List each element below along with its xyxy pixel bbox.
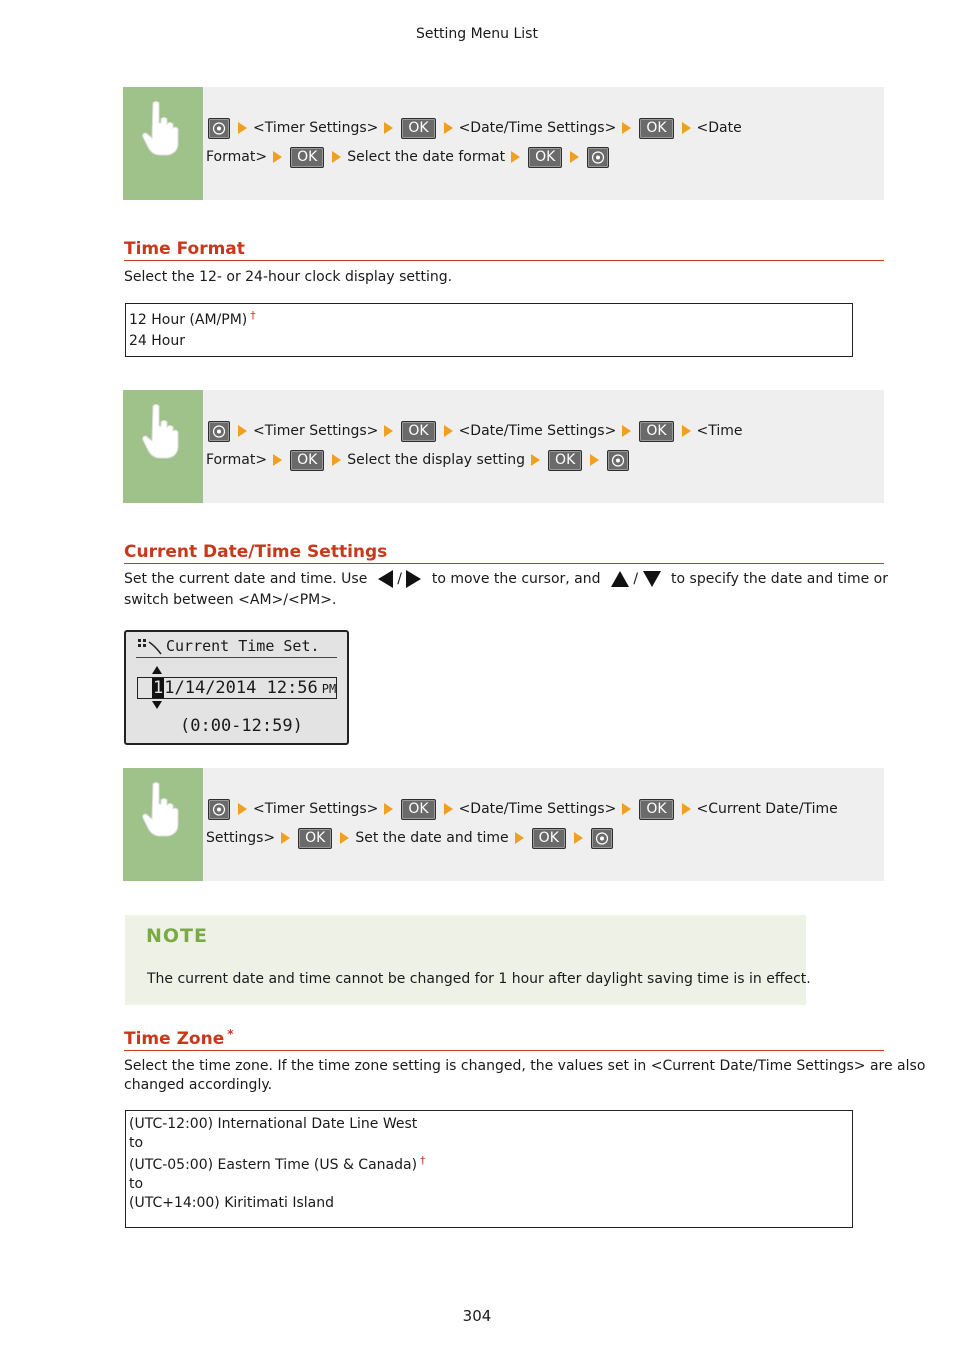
ok-key[interactable]: OK	[548, 450, 582, 471]
step-arrow-icon	[444, 803, 453, 815]
option-row: 24 Hour	[129, 333, 185, 349]
menu-date-time-settings: <Date/Time Settings>	[458, 423, 617, 439]
step-arrow-icon	[515, 832, 524, 844]
down-arrow-icon	[152, 701, 162, 709]
step-arrow-icon	[570, 151, 579, 163]
time-zone-options	[125, 1110, 853, 1228]
menu-date-time-settings: <Date/Time Settings>	[458, 120, 617, 136]
ok-key[interactable]: OK	[401, 421, 435, 442]
step-arrow-icon	[682, 122, 691, 134]
step-arrow-icon	[682, 425, 691, 437]
ok-key[interactable]: OK	[401, 118, 435, 139]
hand-pointer-icon	[123, 390, 203, 503]
step-arrow-icon	[281, 832, 290, 844]
menu-time-format-end: Format>	[206, 452, 268, 468]
right-arrow-key-icon	[406, 570, 421, 588]
ok-key[interactable]: OK	[532, 828, 566, 849]
menu-date-format-start: <Date	[696, 120, 742, 136]
lcd-ampm: PM	[321, 682, 337, 696]
ok-key[interactable]: OK	[290, 147, 324, 168]
step-arrow-icon	[590, 454, 599, 466]
menu-key-icon[interactable]	[208, 421, 230, 442]
lcd-title: Current Time Set.	[166, 637, 320, 655]
option-row: (UTC-12:00) International Date Line West	[129, 1116, 418, 1132]
current-datetime-description: Set the current date and time. Use / to move the cursor, and / to specify the date and time or	[124, 571, 888, 587]
step-instruction: Set the date and time	[355, 830, 509, 846]
ok-key[interactable]: OK	[639, 799, 673, 820]
lcd-divider	[136, 657, 337, 658]
menu-current-datetime-start: <Current Date/Time	[696, 801, 838, 817]
step-arrow-icon	[332, 151, 341, 163]
step-arrow-icon	[574, 832, 583, 844]
ok-key[interactable]: OK	[639, 421, 673, 442]
section-heading-current-datetime: Current Date/Time Settings	[124, 542, 884, 564]
left-arrow-key-icon	[378, 570, 393, 588]
menu-timer-settings: <Timer Settings>	[253, 801, 379, 817]
step-arrow-icon	[238, 122, 247, 134]
time-format-options	[125, 303, 853, 357]
step-arrow-icon	[384, 803, 393, 815]
option-row: (UTC+14:00) Kiritimati Island	[129, 1195, 334, 1211]
up-arrow-icon	[152, 666, 162, 674]
section-heading-time-zone: Time Zone *	[124, 1027, 884, 1051]
note-text: The current date and time cannot be changed for 1 hour after daylight saving time is in effect.	[147, 971, 811, 987]
menu-time-format-start: <Time	[696, 423, 743, 439]
step-arrow-icon	[238, 425, 247, 437]
up-arrow-key-icon	[611, 571, 629, 587]
hand-pointer-icon	[123, 768, 203, 881]
menu-current-datetime-end: Settings>	[206, 830, 276, 846]
ok-key[interactable]: OK	[401, 799, 435, 820]
menu-date-time-settings: <Date/Time Settings>	[458, 801, 617, 817]
step-arrow-icon	[511, 151, 520, 163]
option-row: (UTC-05:00) Eastern Time (US & Canada) †	[129, 1154, 426, 1173]
procedure-box-current-datetime	[123, 768, 884, 881]
time-zone-description: Select the time zone. If the time zone setting is changed, the values set in <Current Date/Time Settings> are also changed accordingly.	[124, 1058, 926, 1093]
step-arrow-icon	[238, 803, 247, 815]
menu-timer-settings: <Timer Settings>	[253, 120, 379, 136]
asterisk-mark: *	[227, 1027, 234, 1041]
note-label: NOTE	[146, 925, 208, 947]
procedure-box-date-format	[123, 87, 884, 200]
menu-key-icon	[137, 638, 163, 656]
ok-key[interactable]: OK	[639, 118, 673, 139]
menu-key-icon[interactable]	[607, 450, 629, 471]
down-arrow-key-icon	[643, 571, 661, 587]
lcd-datetime-field[interactable]	[137, 677, 337, 699]
menu-timer-settings: <Timer Settings>	[253, 423, 379, 439]
time-format-description: Select the 12- or 24-hour clock display setting.	[124, 269, 453, 285]
option-row: to	[129, 1176, 144, 1192]
lcd-range: (0:00-12:59)	[180, 716, 303, 736]
step-arrow-icon	[332, 454, 341, 466]
note-box	[125, 915, 811, 1005]
current-datetime-description-line2: switch between <AM>/<PM>.	[124, 592, 337, 608]
lcd-datetime-value: 1/14/2014 12:56	[164, 678, 318, 698]
step-arrow-icon	[444, 122, 453, 134]
step-arrow-icon	[340, 832, 349, 844]
section-heading-time-format: Time Format	[124, 239, 884, 261]
page-header-title: Setting Menu List	[416, 26, 538, 42]
menu-key-icon[interactable]	[208, 799, 230, 820]
default-mark: †	[420, 1154, 426, 1167]
step-arrow-icon	[273, 454, 282, 466]
step-arrow-icon	[384, 425, 393, 437]
menu-key-icon[interactable]	[208, 118, 230, 139]
step-arrow-icon	[622, 425, 631, 437]
hand-pointer-icon	[123, 87, 203, 200]
ok-key[interactable]: OK	[528, 147, 562, 168]
default-mark: †	[250, 309, 256, 322]
ok-key[interactable]: OK	[290, 450, 324, 471]
ok-key[interactable]: OK	[298, 828, 332, 849]
step-arrow-icon	[622, 803, 631, 815]
step-arrow-icon	[622, 122, 631, 134]
page-number: 304	[462, 1307, 492, 1325]
step-arrow-icon	[273, 151, 282, 163]
step-arrow-icon	[531, 454, 540, 466]
menu-key-icon[interactable]	[587, 147, 609, 168]
menu-key-icon[interactable]	[591, 828, 613, 849]
option-row: 12 Hour (AM/PM) †	[129, 309, 256, 328]
lcd-display	[124, 630, 349, 745]
lcd-cursor: 1	[153, 678, 164, 698]
step-arrow-icon	[682, 803, 691, 815]
menu-date-format-end: Format>	[206, 149, 268, 165]
step-arrow-icon	[384, 122, 393, 134]
step-instruction: Select the display setting	[347, 452, 526, 468]
step-arrow-icon	[444, 425, 453, 437]
procedure-box-time-format	[123, 390, 884, 503]
option-row: to	[129, 1135, 144, 1151]
step-instruction: Select the date format	[347, 149, 506, 165]
